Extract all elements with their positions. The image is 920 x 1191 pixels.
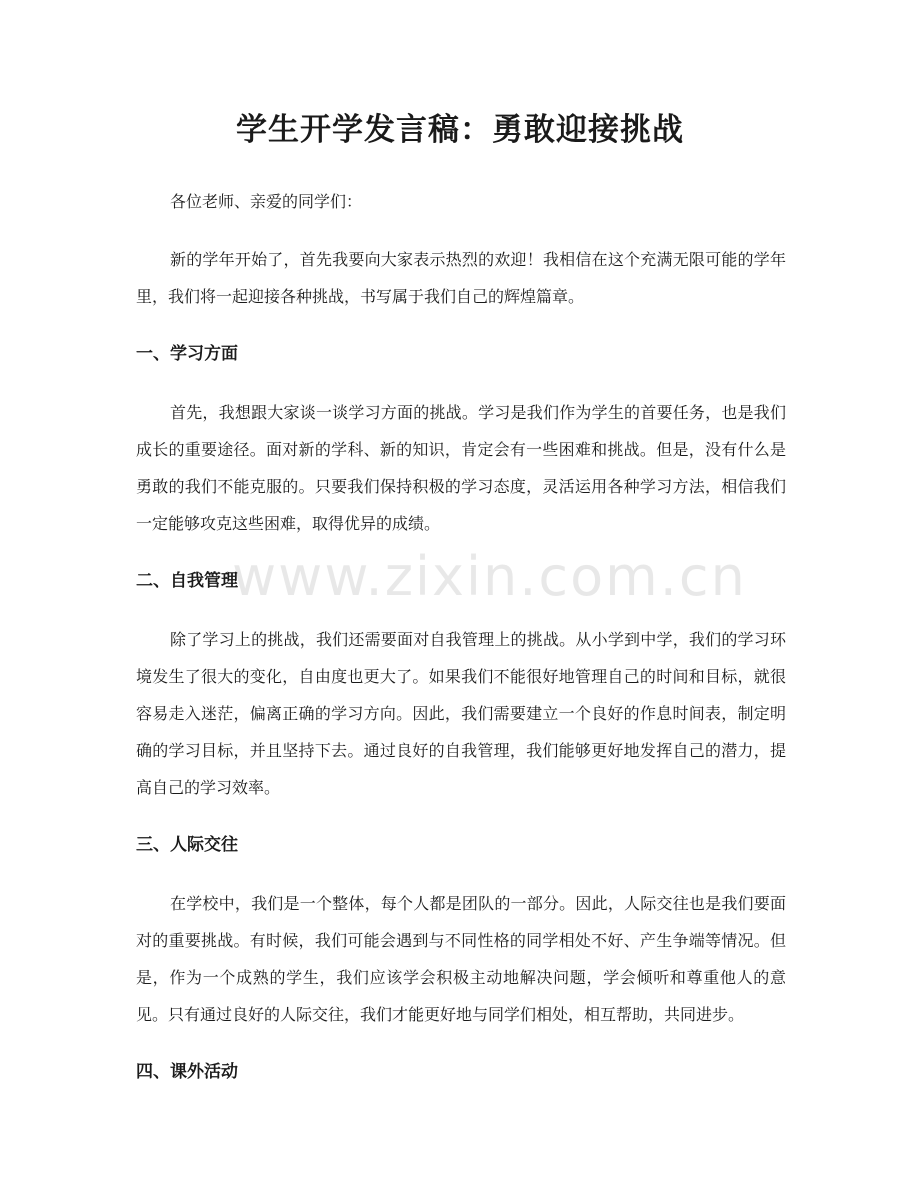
section-body-self-management: 除了学习上的挑战，我们还需要面对自我管理上的挑战。从小学到中学，我们的学习环境发生了很大的变化，自由度也更大了。如果我们不能很好地管理自己的时间和目标，就很容易走入迷茫，偏离正确的学习方向。因此，我们需要建立一个良好的作息时间表，制定明确的学习目标，并且坚持下去。通过良好的自我管理，我们能够更好地发挥自己的潜力，提高自己的学习效率。 — [136, 630, 786, 797]
document-body — [136, 183, 786, 1112]
section-heading-interpersonal: 三、人际交往 — [136, 835, 238, 855]
section-heading-self-management: 二、自我管理 — [136, 571, 238, 591]
section-heading-extracurricular: 四、课外活动 — [136, 1062, 238, 1082]
intro-paragraph: 新的学年开始了，首先我要向大家表示热烈的欢迎！我相信在这个充满无限可能的学年里，我们将一起迎接各种挑战，书写属于我们自己的辉煌篇章。 — [136, 250, 786, 306]
watermark: www.zixin.com.cn — [232, 545, 747, 608]
section-heading-study: 一、学习方面 — [136, 344, 238, 364]
document-title: 学生开学发言稿：勇敢迎接挑战 — [236, 112, 684, 148]
section-body-interpersonal: 在学校中，我们是一个整体，每个人都是团队的一部分。因此，人际交往也是我们要面对的重要挑战。有时候，我们可能会遇到与不同性格的同学相处不好、产生争端等情况。但是，作为一个成熟的学生，我们应该学会积极主动地解决问题，学会倾听和尊重他人的意见。只有通过良好的人际交往，我们才能更好地与同学们相处，相互帮助，共同进步。 — [136, 894, 786, 1024]
section-body-study: 首先，我想跟大家谈一谈学习方面的挑战。学习是我们作为学生的首要任务，也是我们成长的重要途径。面对新的学科、新的知识，肯定会有一些困难和挑战。但是，没有什么是勇敢的我们不能克服的。只要我们保持积极的学习态度，灵活运用各种学习方法，相信我们一定能够攻克这些困难，取得优异的成绩。 — [136, 403, 786, 533]
salutation: 各位老师、亲爱的同学们： — [170, 192, 363, 211]
